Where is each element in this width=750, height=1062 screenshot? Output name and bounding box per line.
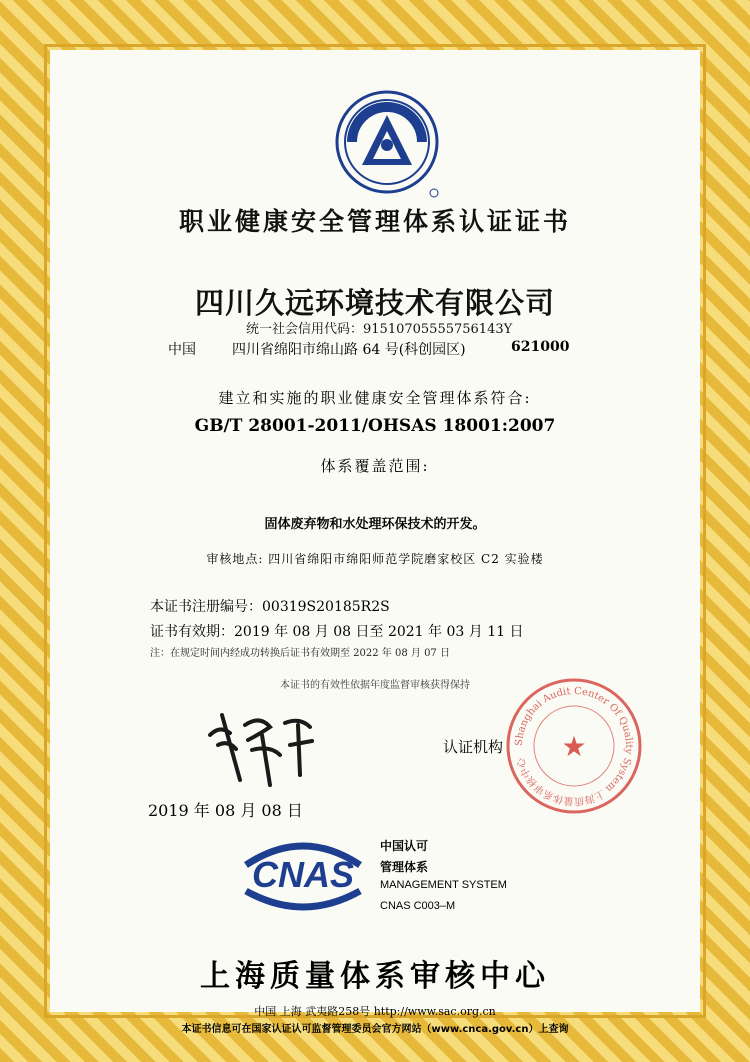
standard-code: GB/T 28001-2011/OHSAS 18001:2007 bbox=[194, 416, 556, 436]
cnas-logo-text: CNAS bbox=[251, 854, 355, 895]
issue-date: 2019 年 08 月 08 日 bbox=[148, 801, 303, 820]
official-seal bbox=[504, 676, 644, 816]
validity-period: 证书有效期：2019 年 08 月 08 日至 2021 年 03 月 11 日 bbox=[150, 624, 524, 640]
seal-text: Shanghai Audit Center Of Quality System 上海质量体系审核中心 bbox=[513, 685, 635, 807]
signature bbox=[200, 705, 320, 790]
company-name: 四川久远环境技术有限公司 bbox=[194, 286, 555, 320]
cnas-logo bbox=[238, 835, 368, 911]
cnas-code: CNAS C003–M bbox=[380, 900, 456, 912]
registration-number: 本证书注册编号：00319S20185R2S bbox=[150, 599, 390, 615]
maintenance-note: 本证书的有效性依据年度监督审核获得保持 bbox=[280, 680, 470, 691]
audit-location: 审核地点: 四川省绵阳市绵阳师范学院磨家校区 C2 实验楼 bbox=[206, 552, 544, 566]
address-line: 四川省绵阳市绵山路 64 号(科创园区) bbox=[232, 342, 466, 358]
sac-logo bbox=[332, 87, 452, 207]
cnas-system-label: 管理体系 bbox=[380, 860, 429, 874]
scope-label: 体系覆盖范围: bbox=[320, 457, 430, 475]
credit-code: 统一社会信用代码：91510705555756143Y bbox=[246, 322, 513, 337]
cnas-accreditation-label: 中国认可 bbox=[380, 839, 429, 853]
certificate-paper bbox=[50, 50, 700, 1035]
issuer-address: 中国 上海 武夷路258号 http://www.sac.org.cn bbox=[254, 1005, 496, 1018]
seal-star-icon: ★ bbox=[561, 730, 587, 763]
certification-body-label: 认证机构 bbox=[443, 738, 504, 756]
cnas-english-label: MANAGEMENT SYSTEM bbox=[380, 879, 507, 891]
verification-info: 本证书信息可在国家认证认可监督管理委员会官方网站（www.cnca.gov.cn）上查询 bbox=[181, 1024, 569, 1035]
conformity-statement: 建立和实施的职业健康安全管理体系符合: bbox=[218, 389, 532, 407]
certificate-title: 职业健康安全管理体系认证证书 bbox=[178, 207, 571, 236]
address-country: 中国 bbox=[168, 342, 196, 358]
scope-text: 固体废弃物和水处理环保技术的开发。 bbox=[264, 517, 486, 532]
address-zip: 621000 bbox=[511, 339, 570, 355]
validity-note: 注：在规定时间内经成功转换后证书有效期至 2022 年 08 月 07 日 bbox=[150, 648, 450, 659]
issuer-name: 上海质量体系审核中心 bbox=[200, 959, 550, 994]
